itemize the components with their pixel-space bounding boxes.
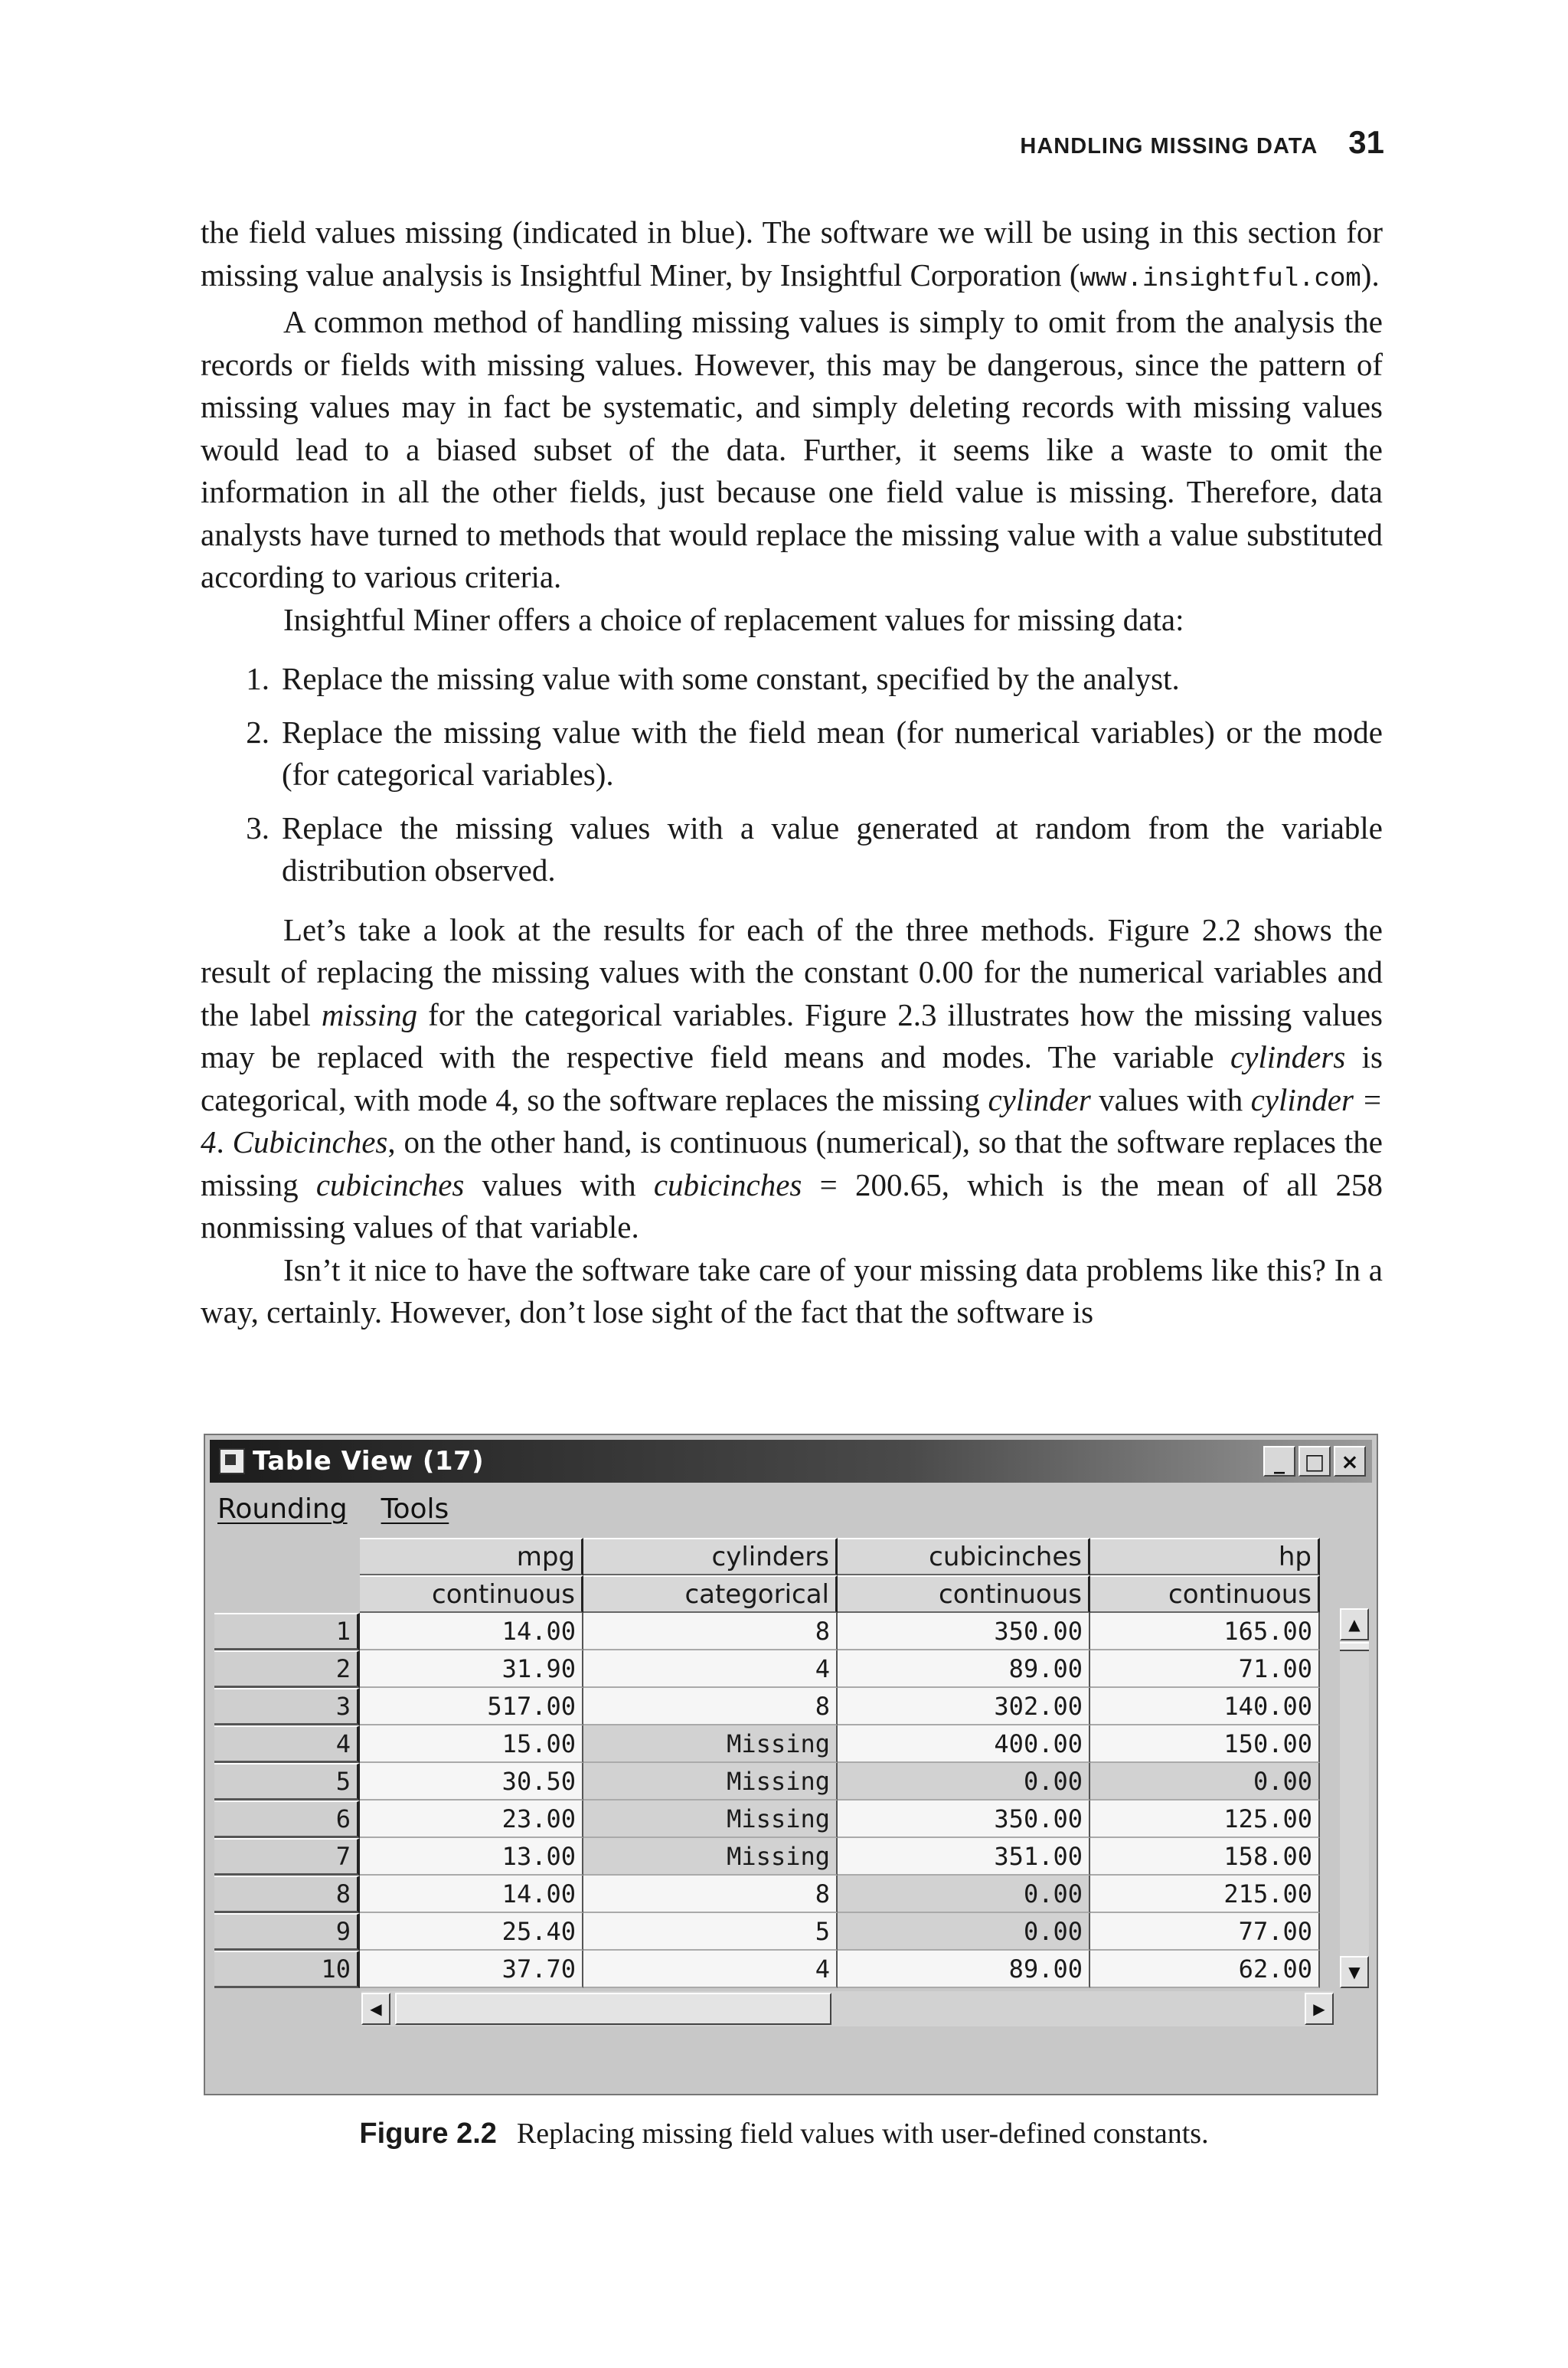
row-header[interactable]: 5: [214, 1763, 360, 1801]
table-row: [214, 1613, 1320, 1650]
table-cell[interactable]: 350.00: [838, 1801, 1090, 1838]
caption-text: Replacing missing field values with user-defined constants.: [516, 2118, 1209, 2150]
row-header[interactable]: 2: [214, 1650, 360, 1688]
table-cell[interactable]: 37.70: [360, 1951, 583, 1988]
table-cell[interactable]: 400.00: [838, 1725, 1090, 1763]
missing-cell[interactable]: Missing: [583, 1838, 838, 1876]
row-header[interactable]: 7: [214, 1838, 360, 1876]
missing-cell[interactable]: Missing: [583, 1763, 838, 1801]
url-text: www.insightful.com: [1080, 264, 1361, 294]
close-button[interactable]: ×: [1334, 1446, 1366, 1477]
row-header[interactable]: 4: [214, 1725, 360, 1763]
table-cell[interactable]: 4: [583, 1650, 838, 1688]
body-text: [201, 211, 1383, 1334]
window-controls: [1263, 1446, 1366, 1477]
table-cell[interactable]: 25.40: [360, 1913, 583, 1951]
column-header-mpg[interactable]: mpg: [360, 1538, 583, 1575]
list-item: 2. Replace the missing value with the field mean (for numerical variables) or the mode (for categorical variables).: [246, 714, 1383, 792]
table-row: [214, 1688, 1320, 1725]
horizontal-scroll-thumb[interactable]: [395, 1993, 831, 2025]
table-row: [214, 1876, 1320, 1913]
methods-list: [201, 658, 1383, 892]
table-row: [214, 1763, 1320, 1801]
table-cell[interactable]: 30.50: [360, 1763, 583, 1801]
column-header-row: [214, 1538, 1320, 1575]
table-cell[interactable]: 71.00: [1090, 1650, 1320, 1688]
column-type[interactable]: categorical: [583, 1575, 838, 1613]
row-header[interactable]: 10: [214, 1951, 360, 1988]
table-cell[interactable]: 8: [583, 1613, 838, 1650]
corner-cell: [214, 1575, 360, 1613]
vertical-scrollbar[interactable]: [1340, 1608, 1369, 1988]
table-cell[interactable]: 125.00: [1090, 1801, 1320, 1838]
corner-cell: [214, 1538, 360, 1575]
table-cell[interactable]: 15.00: [360, 1725, 583, 1763]
menu-tools[interactable]: Tools: [381, 1493, 449, 1525]
paragraph-3: Insightful Miner offers a choice of replacement values for missing data:: [283, 601, 1184, 637]
table-cell[interactable]: 8: [583, 1876, 838, 1913]
table-row: [214, 1838, 1320, 1876]
column-type-row: [214, 1575, 1320, 1613]
column-type[interactable]: continuous: [1090, 1575, 1320, 1613]
list-item: 3. Replace the missing values with a value generated at random from the variable distribution observed.: [246, 810, 1383, 888]
column-type[interactable]: continuous: [838, 1575, 1090, 1613]
table-cell[interactable]: 31.90: [360, 1650, 583, 1688]
app-icon: [219, 1448, 245, 1474]
paragraph-1: the field values missing (indicated in blue). The software we will be using in this section for missing value analysis is Insightful Miner, by Insightful Corporation (www.insightful.com).: [201, 214, 1383, 294]
table-cell[interactable]: 517.00: [360, 1688, 583, 1725]
table-row: [214, 1951, 1320, 1988]
table-cell[interactable]: 14.00: [360, 1876, 583, 1913]
table-cell[interactable]: 215.00: [1090, 1876, 1320, 1913]
table-cell[interactable]: 77.00: [1090, 1913, 1320, 1951]
table-cell[interactable]: 302.00: [838, 1688, 1090, 1725]
page-number: 31: [1348, 124, 1384, 160]
scroll-right-icon[interactable]: ▶: [1305, 1993, 1334, 2025]
row-header[interactable]: 9: [214, 1913, 360, 1951]
table-cell[interactable]: 62.00: [1090, 1951, 1320, 1988]
scroll-down-icon[interactable]: ▼: [1340, 1956, 1369, 1988]
table-row: [214, 1801, 1320, 1838]
running-header-title: HANDLING MISSING DATA: [1020, 134, 1318, 159]
missing-cell[interactable]: 0.00: [1090, 1763, 1320, 1801]
figure-caption: [0, 2117, 1568, 2150]
horizontal-scrollbar[interactable]: [361, 1991, 1334, 2026]
table-cell[interactable]: 165.00: [1090, 1613, 1320, 1650]
table-cell[interactable]: 89.00: [838, 1951, 1090, 1988]
column-header-cylinders[interactable]: cylinders: [583, 1538, 838, 1575]
table-row: [214, 1725, 1320, 1763]
table-cell[interactable]: 351.00: [838, 1838, 1090, 1876]
row-header[interactable]: 1: [214, 1613, 360, 1650]
table-view-window: [204, 1434, 1378, 2095]
data-table: [214, 1538, 1320, 1988]
table-cell[interactable]: 140.00: [1090, 1688, 1320, 1725]
minimize-button[interactable]: _: [1263, 1446, 1295, 1477]
running-header: [1020, 124, 1384, 161]
menu-bar: [217, 1493, 449, 1525]
menu-rounding[interactable]: Rounding: [217, 1493, 348, 1525]
missing-cell[interactable]: 0.00: [838, 1876, 1090, 1913]
missing-cell[interactable]: 0.00: [838, 1913, 1090, 1951]
table-cell[interactable]: 4: [583, 1951, 838, 1988]
table-cell[interactable]: 5: [583, 1913, 838, 1951]
table-cell[interactable]: 150.00: [1090, 1725, 1320, 1763]
column-header-cubicinches[interactable]: cubicinches: [838, 1538, 1090, 1575]
missing-cell[interactable]: 0.00: [838, 1763, 1090, 1801]
row-header[interactable]: 8: [214, 1876, 360, 1913]
column-type[interactable]: continuous: [360, 1575, 583, 1613]
table-row: [214, 1650, 1320, 1688]
paragraph-4: Let’s take a look at the results for each of the three methods. Figure 2.2 shows the result of replacing the missing values with the constant 0.00 for the numerical variables and the label missing for the categorical variables. Figure 2.3 illustrates how the missing values may be replaced with the respective field means and modes. The variable cylinders is categorical, with mode 4, so the software replaces the missing cylinder values with cylinder = 4. Cubicinches, on the other hand, is continuous (numerical), so that the software replaces the missing cubicinches values with cubicinches = 200.65, which is the mean of all 258 nonmissing values of that variable.: [201, 911, 1383, 1245]
window-title: Table View (17): [253, 1446, 485, 1477]
table-cell[interactable]: 89.00: [838, 1650, 1090, 1688]
window-titlebar[interactable]: [210, 1440, 1372, 1483]
paragraph-2: A common method of handling missing values is simply to omit from the analysis the records or fields with missing values. However, this may be dangerous, since the pattern of missing values may in fact be systematic, and simply deleting records with missing values would lead to a biased subset of the data. Further, it seems like a waste to omit the information in all the other fields, just because one field value is missing. Therefore, data analysts have turned to methods that would replace the missing value with a value substituted according to various criteria.: [201, 304, 1383, 594]
missing-cell[interactable]: Missing: [583, 1725, 838, 1763]
figure-label: Figure 2.2: [359, 2118, 497, 2150]
table-cell[interactable]: 14.00: [360, 1613, 583, 1650]
missing-cell[interactable]: Missing: [583, 1801, 838, 1838]
paragraph-5: Isn’t it nice to have the software take care of your missing data problems like this? In a way, certainly. However, don’t lose sight of the fact that the software is: [201, 1251, 1383, 1330]
table-row: [214, 1913, 1320, 1951]
scroll-left-icon[interactable]: ◀: [361, 1993, 390, 2025]
table-cell[interactable]: 13.00: [360, 1838, 583, 1876]
table-cell[interactable]: 23.00: [360, 1801, 583, 1838]
row-header[interactable]: 6: [214, 1801, 360, 1838]
column-header-hp[interactable]: hp: [1090, 1538, 1320, 1575]
table-cell[interactable]: 8: [583, 1688, 838, 1725]
table-cell[interactable]: 350.00: [838, 1613, 1090, 1650]
maximize-button[interactable]: □: [1298, 1446, 1331, 1477]
list-item: 1. Replace the missing value with some constant, specified by the analyst.: [246, 661, 1180, 696]
row-header[interactable]: 3: [214, 1688, 360, 1725]
vertical-scroll-thumb[interactable]: [1340, 1642, 1369, 1651]
table-cell[interactable]: 158.00: [1090, 1838, 1320, 1876]
scroll-up-icon[interactable]: ▲: [1340, 1608, 1369, 1640]
